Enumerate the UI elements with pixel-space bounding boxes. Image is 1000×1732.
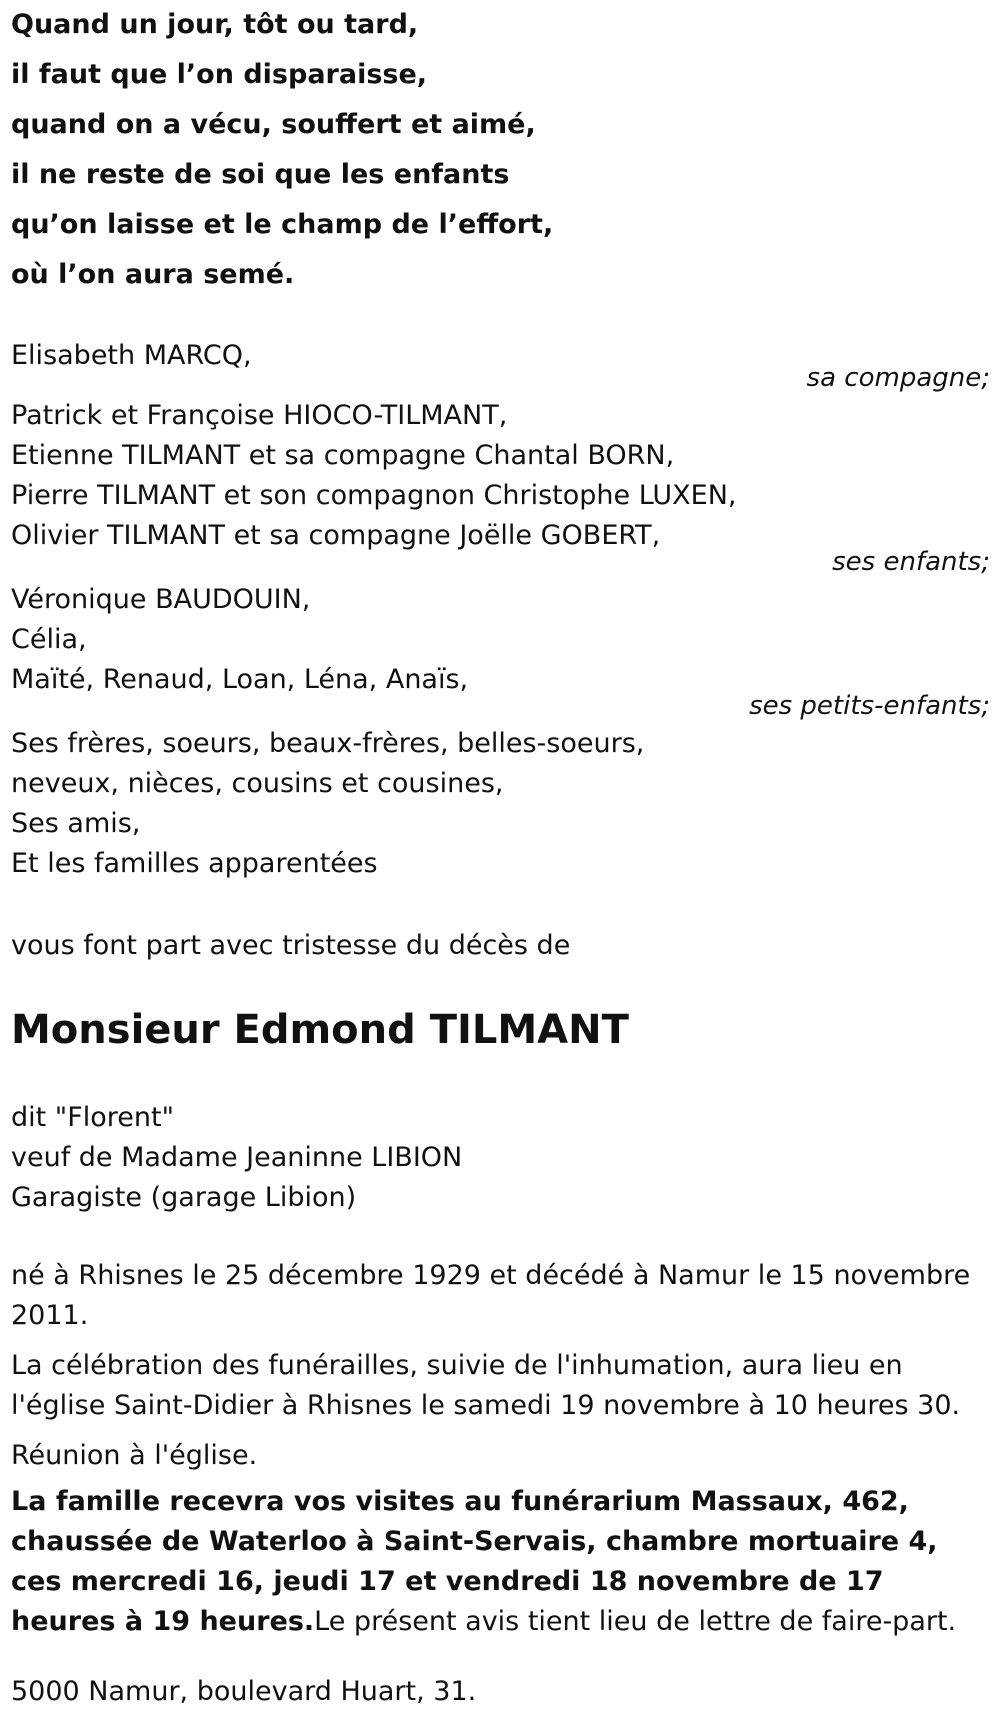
- detail-line: dit "Florent": [11, 1102, 175, 1133]
- poem-line: Quand un jour, tôt ou tard,: [11, 9, 419, 40]
- detail-line: Garagiste (garage Libion): [11, 1182, 357, 1213]
- companion-role: sa compagne;: [806, 363, 990, 393]
- mourner-name: Maïté, Renaud, Loan, Léna, Anaïs,: [11, 664, 469, 695]
- family-line: neveux, nièces, cousins et cousines,: [11, 768, 504, 799]
- mourner-name: Véronique BAUDOUIN,: [11, 584, 311, 615]
- grandchildren-role: ses petits-enfants;: [749, 691, 990, 721]
- address: 5000 Namur, boulevard Huart, 31.: [11, 1676, 477, 1707]
- poem: [11, 0, 553, 300]
- birth-death-text: né à Rhisnes le 25 décembre 1929 et décédé à Namur le 15 novembre 2011.: [11, 1260, 971, 1331]
- visits-info: La famille recevra vos visites au funérarium Massaux, 462, chaussée de Waterloo à Saint-Servais, chambre mortuaire 4, ces mercredi 16, jeudi 17 et vendredi 18 novembre de 17 heures à 19 heures.: [11, 1486, 938, 1637]
- deceased-name: Monsieur Edmond TILMANT: [11, 1007, 629, 1053]
- mourner-name: Célia,: [11, 624, 87, 655]
- announcement: vous font part avec tristesse du décès de: [11, 930, 571, 961]
- visits-paragraph: [11, 1482, 991, 1642]
- mourner-name: Olivier TILMANT et sa compagne Joëlle GOBERT,: [11, 520, 661, 551]
- visits-note: Le présent avis tient lieu de lettre de faire-part.: [314, 1606, 957, 1637]
- companion-names: [11, 336, 252, 376]
- poem-line: il faut que l’on disparaisse,: [11, 59, 428, 90]
- family-line: Ses amis,: [11, 808, 141, 839]
- children-role: ses enfants;: [832, 547, 990, 577]
- poem-line: quand on a vécu, souffert et aimé,: [11, 109, 536, 140]
- family-line: Et les familles apparentées: [11, 848, 378, 879]
- mourner-name: Elisabeth MARCQ,: [11, 340, 252, 371]
- deceased-details: [11, 1098, 462, 1218]
- poem-line: il ne reste de soi que les enfants: [11, 159, 510, 190]
- family-line: Ses frères, soeurs, beaux-frères, belles-soeurs,: [11, 728, 645, 759]
- extended-family: [11, 724, 644, 884]
- mourner-name: Etienne TILMANT et sa compagne Chantal BORN,: [11, 440, 675, 471]
- poem-line: où l’on aura semé.: [11, 259, 295, 290]
- meeting-text: Réunion à l'église.: [11, 1440, 258, 1471]
- children-names: [11, 396, 737, 556]
- mourner-name: Pierre TILMANT et son compagnon Christophe LUXEN,: [11, 480, 737, 511]
- mourner-name: Patrick et Françoise HIOCO-TILMANT,: [11, 400, 508, 431]
- poem-line: qu’on laisse et le champ de l’effort,: [11, 209, 554, 240]
- grandchildren-names: [11, 580, 468, 700]
- detail-line: veuf de Madame Jeaninne LIBION: [11, 1142, 463, 1173]
- funeral-text: La célébration des funérailles, suivie de l'inhumation, aura lieu en l'église Saint-Didier à Rhisnes le samedi 19 novembre à 10 heures 30.: [11, 1350, 961, 1421]
